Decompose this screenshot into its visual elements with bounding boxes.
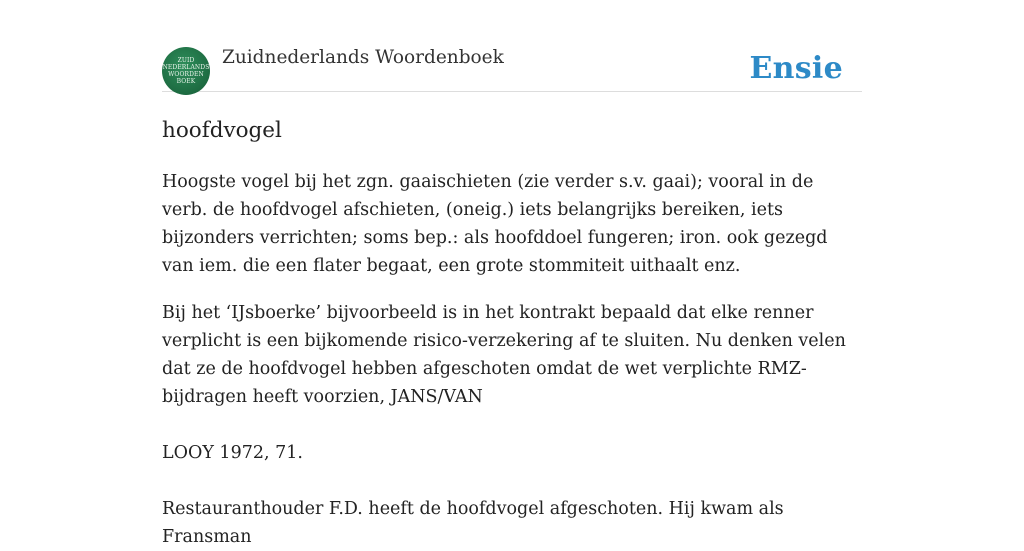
entry-definition: Hoogste vogel bij het zgn. gaaischieten (zie verder s.v. gaai); vooral in de verb. de hoofdvogel afschieten, (oneig.) iets belangrijks bereiken, iets bijzonders verrichten; soms bep.: als hoofddoel fungeren; iron. ook gezegd van iem. die een flater begaat, een grote stommiteit uithaalt enz. [162,172,828,276]
page-content [162,0,862,547]
dictionary-name-link[interactable]: Zuidnederlands Woordenboek [222,47,504,68]
site-logo[interactable] [162,47,210,95]
logo-text-line: NEDERLANDS [162,64,210,71]
citation-source: LOOY 1972, 71. [162,443,303,463]
logo-text-line: ZUID [177,57,195,64]
logo-text-line: BOEK [176,78,196,85]
site-header [162,0,862,92]
entry-title: hoofdvogel [162,118,282,143]
logo-text-line: WOORDEN [168,71,204,78]
ensie-brand-link[interactable]: Ensie [749,51,843,86]
citation-paragraph: Bij het ‘IJsboerke’ bijvoorbeeld is in het kontrakt bepaald dat elke renner verplicht is een bijkomende risico-verzekering af te sluiten. Nu denken velen dat ze de hoofdvogel hebben afgeschoten omdat de wet verplichte RMZ-bijdragen heeft voorzien, JANS/VAN [162,303,846,407]
citation-paragraph: Restauranthouder F.D. heeft de hoofdvogel afgeschoten. Hij kwam als Fransman [162,499,784,547]
